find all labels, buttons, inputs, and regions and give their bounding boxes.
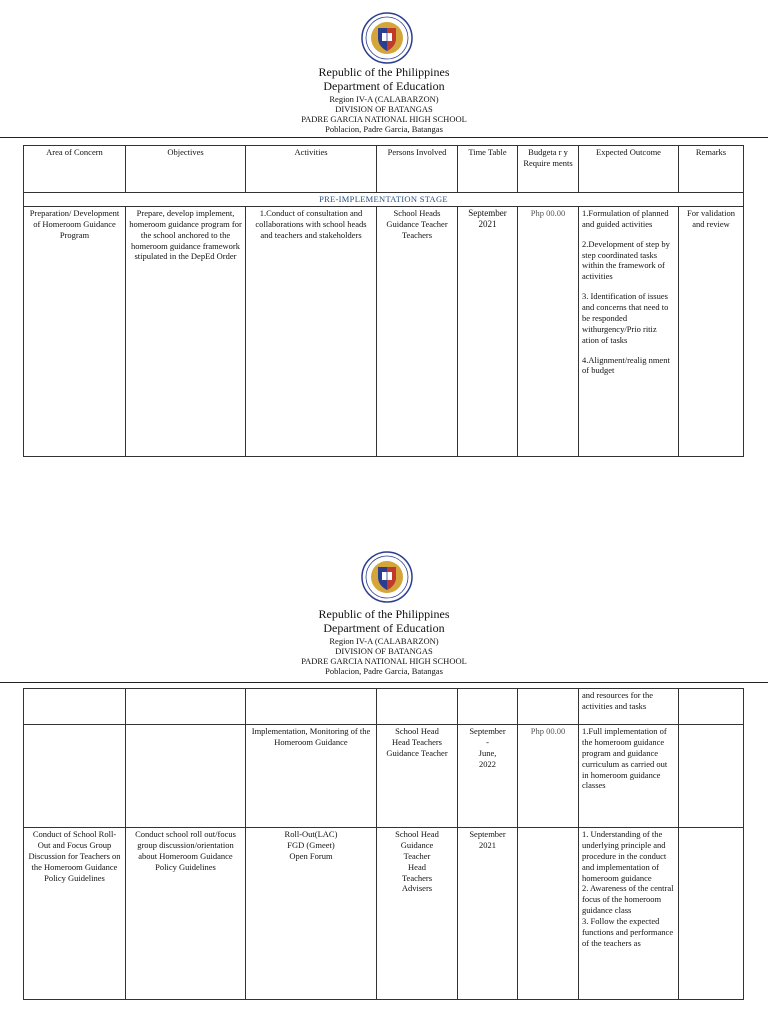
outcome-item: 4.Alignment/realig nment of budget [582,354,670,376]
cell-outcome [579,206,679,456]
col-budget: Budgeta r y Require ments [518,146,579,193]
cell-activities: Implementation, Monitoring of the Homeroom Guidance [246,725,377,828]
deped-seal-logo [361,551,413,603]
table-row [24,689,744,725]
cell-persons [377,206,458,456]
cell-area: Conduct of School Roll-Out and Focus Group Discussion for Teachers on the Homeroom Guidance Policy Guidelines [24,828,126,1000]
col-time: Time Table [458,146,518,193]
cell-activities: Roll-Out(LAC) FGD (Gmeet) Open Forum [246,828,377,1000]
letterhead [0,608,768,676]
person: School Head [395,726,439,736]
col-persons: Persons Involved [377,146,458,193]
col-remarks: Remarks [679,146,744,193]
cell-budget [518,828,579,1000]
cell-outcome: 1.Full implementation of the homeroom guidance program and guidance curriculum as carried out in homeroom guidance classes [579,725,679,828]
person: Teacher [403,850,431,861]
outcome-item: 2. Awareness of the central focus of the homeroom guidance class [582,883,674,916]
school-line: PADRE GARCIA NATIONAL HIGH SCHOOL [301,113,467,124]
cell-outcome: and resources for the activities and tasks [579,689,679,725]
person: Teachers [401,872,433,883]
address-line: Poblacion, Padre Garcia, Batangas [325,666,443,677]
table-header-row [24,146,744,193]
col-area: Area of Concern [24,146,126,193]
col-outcome: Expected Outcome [579,146,679,193]
person: Advisers [401,883,433,894]
table-row [24,725,744,828]
document-page-2 [0,545,768,1024]
cell-budget: Php 00.00 [518,725,579,828]
country-line: Republic of the Philippines [318,607,450,621]
cell-area: Preparation/ Development of Homeroom Guidance Program [24,206,126,456]
division-line: DIVISION OF BATANGAS [335,103,433,114]
document-page-1 [0,0,768,470]
cell-persons [377,828,458,1000]
table-row [24,828,744,1000]
cell-objectives: Conduct school roll out/focus group discussion/orientation about Homeroom Guidance Policy Guidelines [126,828,246,1000]
deped-seal-logo [361,12,413,64]
outcome-item: 3. Identification of issues and concerns that need to be responded withurgency/Prio ritiz ation of tasks [582,291,669,345]
cell-time: September - June, 2022 [458,725,518,828]
stage-row [24,193,744,207]
region-line: Region IV-A (CALABARZON) [329,635,439,646]
school-line: PADRE GARCIA NATIONAL HIGH SCHOOL [301,655,467,666]
col-activities: Activities [246,146,377,193]
header-divider [0,682,768,683]
country-line: Republic of the Philippines [318,65,450,79]
person: School Head [395,829,439,839]
cell-persons [377,725,458,828]
address-line: Poblacion, Padre Garcia, Batangas [325,124,443,135]
department-line: Department of Education [323,78,445,93]
cell-time: September 2021 [458,206,518,456]
header-divider [0,137,768,138]
guidance-plan-table-continued [23,688,744,1000]
cell-objectives: Prepare, develop implement, homeroom guidance program for the school anchored to the homeroom guidance framework stipulated in the DepEd Order [126,206,246,456]
person: Guidance Teacher [386,218,448,229]
letterhead [0,66,768,134]
person: Head [408,861,426,872]
outcome-item: 1. Understanding of the underlying principle and procedure in the conduct and implementation of homeroom guidance [582,829,667,883]
outcome-item: 2.Development of step by step coordinated tasks within the framework of activities [582,238,670,282]
department-line: Department of Education [323,620,445,635]
col-objectives: Objectives [126,146,246,193]
person: Teachers [401,229,433,240]
region-line: Region IV-A (CALABARZON) [329,93,439,104]
cell-budget: Php 00.00 [518,206,579,456]
division-line: DIVISION OF BATANGAS [335,645,433,656]
person: School Heads [393,207,441,218]
person: Guidance [400,839,434,850]
cell-remarks: For validation and review [679,206,744,456]
person: Head Teachers [392,736,442,747]
table-row [24,206,744,456]
cell-outcome [579,828,679,1000]
cell-time: September 2021 [458,828,518,1000]
person: Guidance Teacher [386,747,448,758]
guidance-plan-table [23,145,744,457]
outcome-item: 1.Formulation of planned and guided activities [582,207,669,229]
outcome-item: 3. Follow the expected functions and performance of the teachers as [582,916,674,948]
stage-heading: PRE-IMPLEMENTATION STAGE [24,193,744,207]
cell-activities: 1.Conduct of consultation and collaborations with school heads and teachers and stakeholders [246,206,377,456]
